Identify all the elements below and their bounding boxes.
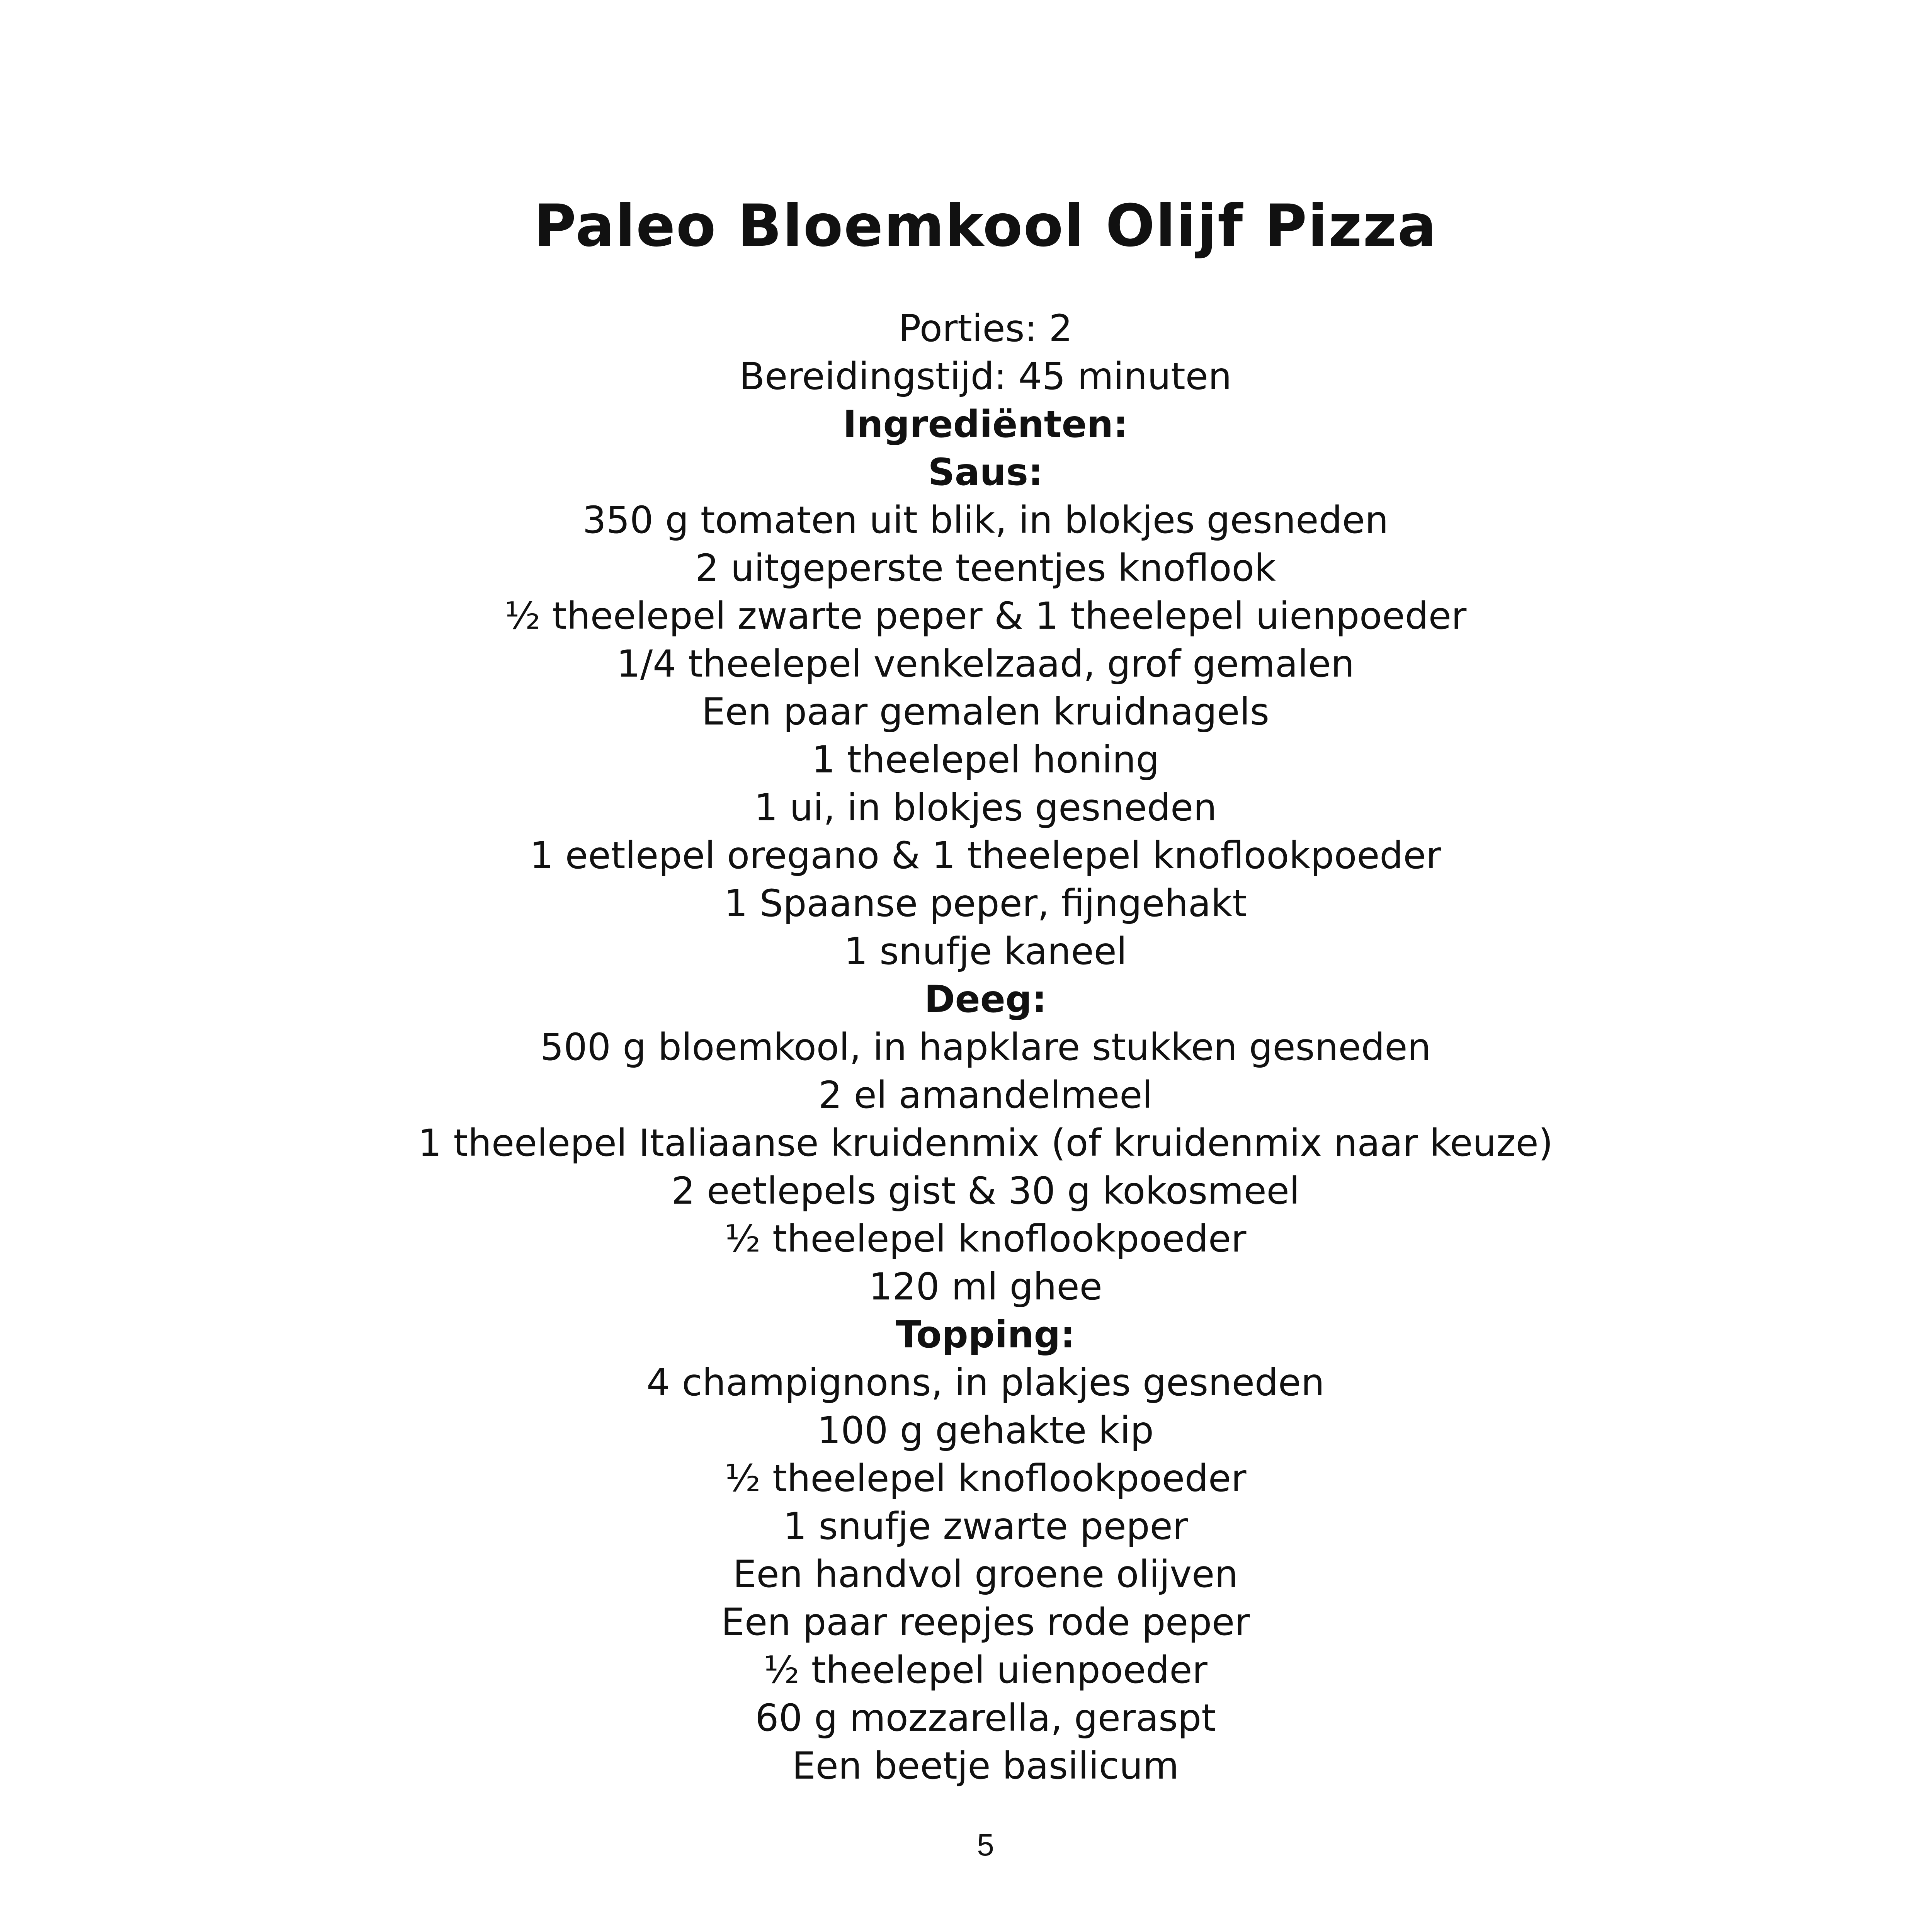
- sauce-item: 1/4 theelepel venkelzaad, grof gemalen: [616, 642, 1355, 685]
- dough-heading: Deeg:: [924, 978, 1047, 1021]
- dough-item: 1 theelepel Italiaanse kruidenmix (of kruidenmix naar keuze): [418, 1121, 1553, 1165]
- sauce-heading: Saus:: [928, 451, 1043, 494]
- sauce-item: 1 Spaanse peper, fijngehakt: [724, 882, 1247, 925]
- sauce-item: Een paar gemalen kruidnagels: [702, 690, 1269, 733]
- dough-item: 2 eetlepels gist & 30 g kokosmeel: [671, 1169, 1300, 1213]
- topping-item: ½ theelepel knoflookpoeder: [724, 1457, 1247, 1500]
- topping-item: ½ theelepel uienpoeder: [764, 1648, 1208, 1692]
- topping-item: 1 snufje zwarte peper: [783, 1505, 1188, 1548]
- dough-item: 2 el amandelmeel: [818, 1073, 1153, 1117]
- topping-item: Een handvol groene olijven: [733, 1553, 1238, 1596]
- topping-item: 60 g mozzarella, geraspt: [755, 1696, 1216, 1740]
- ingredients-heading: Ingrediënten:: [843, 403, 1128, 446]
- sauce-item: 1 snufje kaneel: [844, 930, 1127, 973]
- servings: Porties: 2: [898, 307, 1073, 350]
- sauce-item: 1 ui, in blokjes gesneden: [754, 786, 1217, 829]
- sauce-item: 350 g tomaten uit blik, in blokjes gesneden: [582, 498, 1389, 542]
- dough-item: 500 g bloemkool, in hapklare stukken gesneden: [540, 1026, 1431, 1069]
- sauce-item: 2 uitgeperste teentjes knoflook: [695, 546, 1276, 590]
- topping-item: 100 g gehakte kip: [817, 1409, 1154, 1452]
- sauce-item: 1 theelepel honing: [811, 738, 1160, 781]
- page-number: 5: [977, 1828, 994, 1862]
- topping-item: 4 champignons, in plakjes gesneden: [646, 1361, 1325, 1404]
- recipe-body: [0, 304, 1932, 1790]
- dough-item: ½ theelepel knoflookpoeder: [724, 1217, 1247, 1260]
- sauce-item: ½ theelepel zwarte peper & 1 theelepel uienpoeder: [504, 594, 1467, 638]
- prep-time: Bereidingstijd: 45 minuten: [739, 355, 1232, 398]
- topping-item: Een paar reepjes rode peper: [721, 1600, 1250, 1644]
- topping-heading: Topping:: [896, 1313, 1075, 1356]
- sauce-item: 1 eetlepel oregano & 1 theelepel knoflookpoeder: [530, 834, 1441, 877]
- dough-item: 120 ml ghee: [869, 1265, 1102, 1308]
- recipe-title: Paleo Bloemkool Olijf Pizza: [534, 192, 1437, 260]
- topping-item: Een beetje basilicum: [792, 1744, 1179, 1787]
